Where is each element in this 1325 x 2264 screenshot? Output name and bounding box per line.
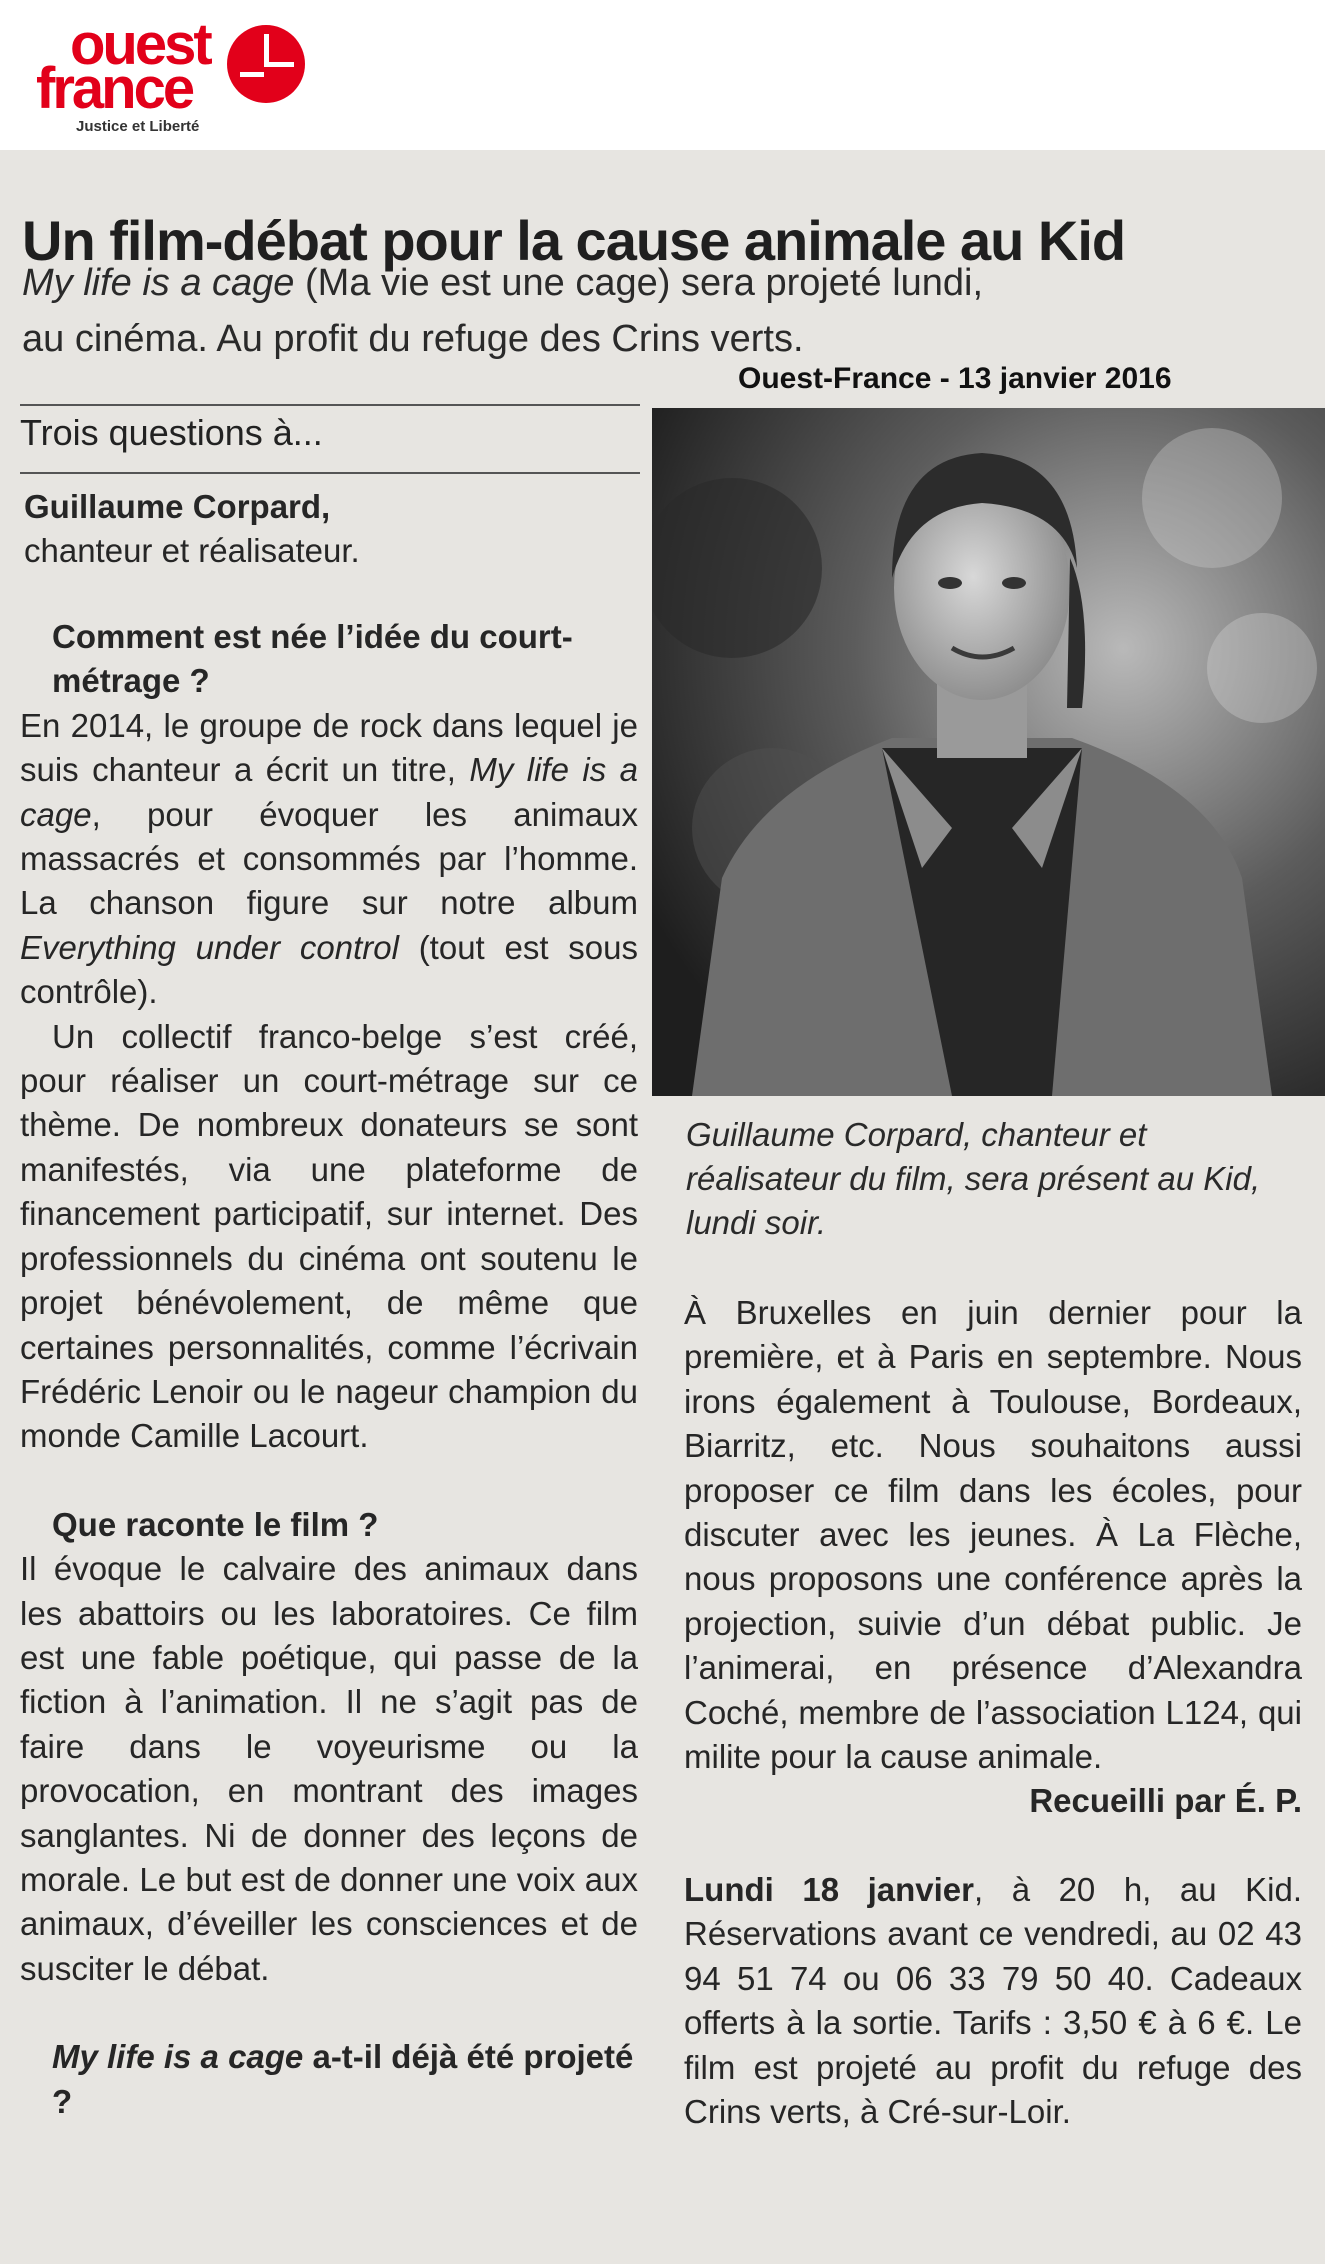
rubric-bottom-rule xyxy=(20,472,640,474)
rubric-title: Trois questions à... xyxy=(20,412,323,453)
left-column xyxy=(20,615,638,2124)
interviewee-role: chanteur et réalisateur. xyxy=(24,532,360,569)
question-2: Que raconte le film ? xyxy=(52,1505,379,1543)
subhead-film-title: My life is a cage xyxy=(22,262,295,304)
article-subhead xyxy=(22,255,1022,367)
byline-signature: Recueilli par É. P. xyxy=(1029,1782,1302,1820)
right-column xyxy=(684,1291,1302,2134)
answer-3: À Bruxelles en juin dernier pour la première, et à Paris en septembre. Nous irons également à Toulouse, Bordeaux, Biarritz, etc. Nous souhaitons aussi proposer ce film dans les écoles, pour discuter avec les jeunes. À La Flèche, nous proposons une conférence après la projection, suivie d’un débat public. Je l’animerai, en présence d’Alexandra Coché, membre de l’association L124, qui milite pour la cause animale. xyxy=(684,1294,1302,1776)
logo-word-ouest: ouest xyxy=(70,12,210,77)
subhead-line1: (Ma vie est une cage) sera projeté lundi, xyxy=(294,262,984,304)
photo-caption: Guillaume Corpard, chanteur et réalisateur du film, sera présent au Kid, lundi soir. xyxy=(686,1116,1261,1241)
question-1: Comment est née l’idée du court-métrage ? xyxy=(52,618,573,700)
rubric-top-rule xyxy=(20,404,640,406)
logo-circle-icon xyxy=(226,24,306,104)
interviewee-name: Guillaume Corpard, xyxy=(24,488,331,525)
logo-tagline: Justice et Liberté xyxy=(76,118,200,135)
answer-2: Il évoque le calvaire des animaux dans les abattoirs ou les laboratoires. Ce film est une fable poétique, qui passe de la fiction à l’animation. Il ne s’agit pas de faire dans le voyeurisme ou la provocation, en montrant des images sanglantes. Ni de donner des leçons de morale. Le but est de donner une voix aux animaux, d’éveiller les consciences et de susciter le débat. xyxy=(20,1550,638,1987)
answer-1-paragraph-1: En 2014, le groupe de rock dans lequel je suis chanteur a écrit un titre, My life is a cage, pour évoquer les animaux massacrés et consommés par l’homme. La chanson figure sur notre album Everything under control (tout est sous contrôle). xyxy=(20,706,639,1011)
logo-word-france: france xyxy=(36,56,193,121)
portrait-illustration xyxy=(652,408,1325,1096)
interviewee-block xyxy=(24,485,644,573)
article-headline: Un film-débat pour la cause animale au Kid xyxy=(22,208,1126,272)
ouest-france-logo xyxy=(36,14,326,134)
subhead-line2: au cinéma. Au profit du refuge des Crins verts. xyxy=(22,318,804,360)
practical-info: Lundi 18 janvier, à 20 h, au Kid. Réservations avant ce vendredi, au 02 43 94 51 74 ou 06 33 79 50 40. Cadeaux offerts à la sortie. Tarifs : 3,50 € à 6 €. Le film est projeté au profit du refuge des Crins verts, à Cré-sur-Loir. xyxy=(684,1870,1302,2130)
portrait-photo xyxy=(652,408,1325,1096)
answer-1-paragraph-2: Un collectif franco-belge s’est créé, pour réaliser un court-métrage sur ce thème. De nombreux donateurs se sont manifestés, via une plateforme de financement participatif, sur internet. Des professionnels du cinéma ont soutenu le projet bénévolement, de même que certaines personnalités, comme l’écrivain Frédéric Lenoir ou le nageur champion du monde Camille Lacourt. xyxy=(20,1017,638,1455)
source-date-label: Ouest-France - 13 janvier 2016 xyxy=(738,362,1172,395)
question-3: My life is a cage a-t-il déjà été projeté ? xyxy=(52,2038,634,2120)
